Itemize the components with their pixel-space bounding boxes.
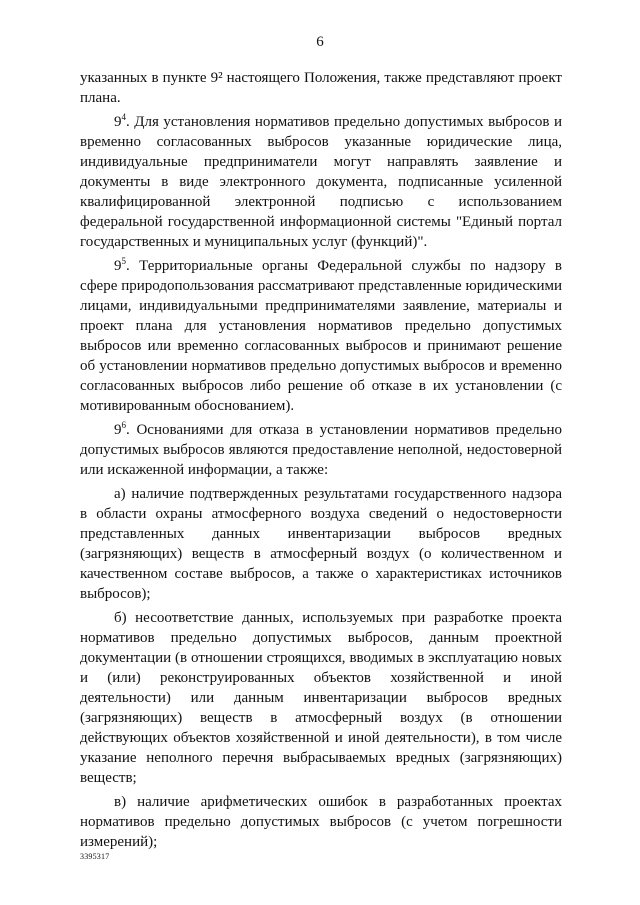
- paragraph-continuation: [80, 68, 562, 108]
- document-body: [80, 68, 562, 856]
- paragraph-9-6: [80, 420, 562, 480]
- paragraph-number: 9: [114, 258, 122, 274]
- list-item-b: [80, 608, 562, 788]
- paragraph-text: указанных в пункте 9² настоящего Положения, также представляют проект плана.: [80, 70, 562, 106]
- paragraph-text: . Территориальные органы Федеральной службы по надзору в сфере природопользования рассматривают представленные юридическими лицами, индивидуальными предпринимателями заявление, материалы и проект плана для установления нормативов предельно допустимых выбросов или временно согласованных выбросов и принимают решение об установлении нормативов предельно допустимых выбросов и временно согласованных выбросов либо решение об отказе в их установлении (с мотивированным обоснованием).: [80, 258, 562, 414]
- document-code: 3395317: [80, 852, 110, 861]
- list-item-a: [80, 484, 562, 604]
- page-number: 6: [316, 34, 324, 50]
- paragraph-text: а) наличие подтвержденных результатами государственного надзора в области охраны атмосферного воздуха сведений о недостоверности представленных данных инвентаризации выбросов вредных (загрязняющих) веществ в атмосферный воздух (о количественном и качественном составе выбросов, а также о характеристиках источников выбросов);: [80, 486, 562, 602]
- paragraph-text: в) наличие арифметических ошибок в разработанных проектах нормативов предельно допустимых выбросов (с учетом погрешности измерений);: [80, 794, 562, 850]
- paragraph-9-4: [80, 112, 562, 252]
- paragraph-number: 9: [114, 114, 122, 130]
- paragraph-number: 9: [114, 422, 122, 438]
- paragraph-number-superscript: 5: [121, 256, 126, 266]
- paragraph-text: б) несоответствие данных, используемых при разработке проекта нормативов предельно допустимых выбросов, данным проектной документации (в отношении строящихся, вводимых в эксплуатацию новых и (или) реконструированных объектов хозяйственной и иной деятельности) или данным инвентаризации выбросов вредных (загрязняющих) веществ в атмосферный воздух (в отношении действующих объектов хозяйственной и иной деятельности), в том числе указание неполного перечня выбрасываемых вредных (загрязняющих) веществ;: [80, 610, 562, 786]
- paragraph-9-5: [80, 256, 562, 416]
- paragraph-number-superscript: 6: [121, 420, 126, 430]
- paragraph-text: . Для установления нормативов предельно допустимых выбросов и временно согласованных выбросов указанные юридические лица, индивидуальные предприниматели могут направлять заявление и документы в виде электронного документа, подписанные усиленной квалифицированной электронной подписью с использованием федеральной государственной информационной системы "Единый портал государственных и муниципальных услуг (функций)".: [80, 114, 562, 250]
- list-item-v: [80, 792, 562, 852]
- paragraph-number-superscript: 4: [121, 112, 126, 122]
- paragraph-text: . Основаниями для отказа в установлении нормативов предельно допустимых выбросов являются предоставление неполной, недостоверной или искаженной информации, а также:: [80, 422, 562, 478]
